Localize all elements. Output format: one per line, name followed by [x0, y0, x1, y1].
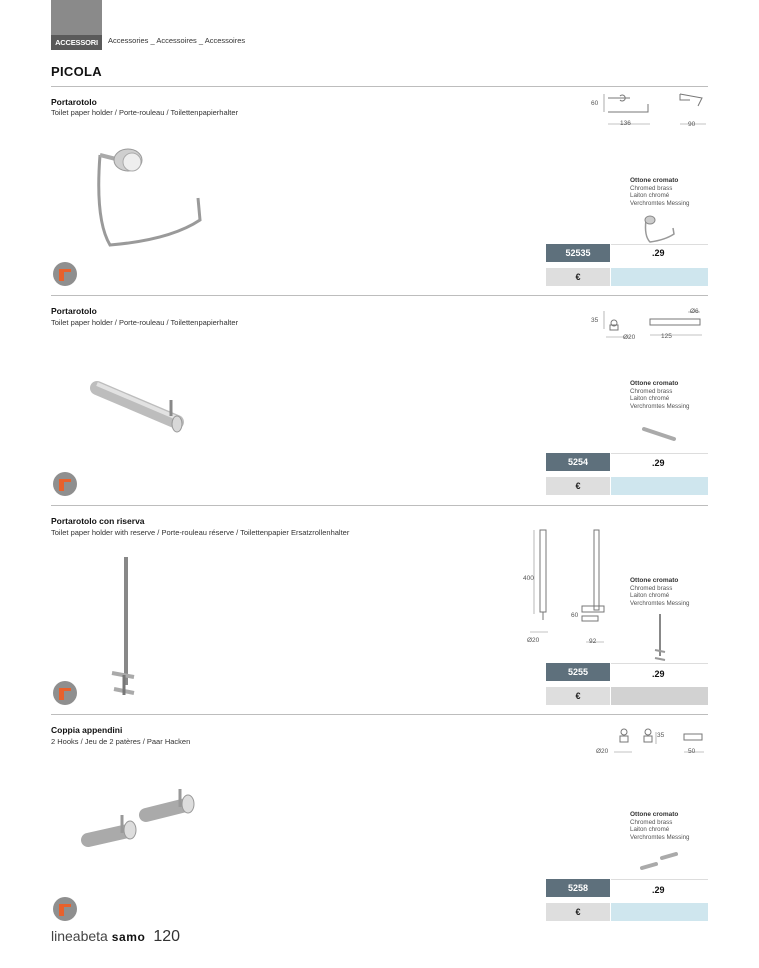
finish-code: .29 — [652, 458, 665, 468]
product-name: Portarotolo — [51, 97, 97, 107]
product-description: Toilet paper holder with reserve / Porte-rouleau réserve / Toilettenpapier Ersatzrollenhalter — [51, 528, 350, 537]
dimension-label: Ø20 — [596, 748, 609, 755]
page-title: PICOLA — [51, 64, 102, 79]
divider — [51, 505, 708, 506]
price-label: € — [546, 903, 610, 921]
product-code: 5254 — [546, 453, 610, 471]
finish-info — [630, 380, 690, 410]
product-description: Toilet paper holder / Porte-rouleau / Toilettenpapierhalter — [51, 108, 239, 117]
price-label: € — [546, 268, 610, 286]
product-code: 52535 — [546, 244, 610, 262]
dimension-label: 125 — [661, 333, 672, 340]
divider — [51, 86, 708, 87]
dimension-label: 50 — [688, 748, 696, 755]
dimension-drawing — [520, 528, 620, 648]
wall-mount-icon — [53, 897, 77, 921]
price-cell — [611, 903, 708, 921]
price-label: € — [546, 687, 610, 705]
dimension-label: 35 — [657, 732, 665, 739]
finish-en: Chromed brass — [630, 387, 673, 395]
dimension-label: Ø20 — [623, 334, 636, 341]
product-name: Coppia appendini — [51, 725, 123, 735]
finish-title: Ottone cromato — [630, 177, 679, 184]
brand-name: samo — [111, 930, 146, 944]
price-cell — [611, 477, 708, 495]
toilet-paper-holder-image — [80, 130, 220, 260]
product-description: 2 Hooks / Jeu de 2 patères / Paar Hacken — [51, 737, 191, 746]
breadcrumb: Accessories _ Accessoires _ Accessoires — [108, 36, 246, 45]
hooks-image — [80, 785, 210, 865]
wall-mount-icon — [53, 262, 77, 286]
dimension-label: Ø6 — [690, 308, 699, 315]
dimension-label: 90 — [688, 121, 696, 128]
finish-de: Verchromtes Messing — [630, 599, 690, 607]
dimension-label: Ø20 — [527, 637, 540, 644]
finish-code: .29 — [652, 885, 665, 895]
product-name: Portarotolo — [51, 306, 97, 316]
finish-info — [630, 577, 690, 607]
product-code: 5258 — [546, 879, 610, 897]
finish-title: Ottone cromato — [630, 811, 679, 818]
section-tab-label: ACCESSORI — [51, 35, 102, 50]
finish-en: Chromed brass — [630, 818, 673, 826]
dimension-label: 35 — [591, 317, 599, 324]
product-name: Portarotolo con riserva — [51, 516, 145, 526]
finish-en: Chromed brass — [630, 184, 673, 192]
reserve-holder-image — [100, 555, 150, 705]
finish-fr: Laiton chromé — [630, 592, 670, 599]
finish-thumbnail — [640, 214, 680, 244]
finish-title: Ottone cromato — [630, 577, 679, 584]
finish-info — [630, 177, 690, 207]
finish-fr: Laiton chromé — [630, 826, 670, 833]
dimension-label: 92 — [589, 638, 597, 645]
finish-code: .29 — [652, 669, 665, 679]
finish-de: Verchromtes Messing — [630, 833, 690, 841]
finish-thumbnail — [650, 612, 670, 664]
price-cell — [611, 268, 708, 286]
price-label: € — [546, 477, 610, 495]
dimension-label: 136 — [620, 120, 631, 127]
finish-info — [630, 811, 690, 841]
footer-brand — [51, 928, 180, 946]
finish-thumbnail — [640, 848, 684, 874]
toilet-paper-holder-image — [85, 370, 195, 450]
finish-fr: Laiton chromé — [630, 192, 670, 199]
wall-mount-icon — [53, 472, 77, 496]
finish-thumbnail — [640, 425, 680, 445]
dimension-label: 60 — [571, 612, 579, 619]
finish-title: Ottone cromato — [630, 380, 679, 387]
dimension-label: 400 — [523, 575, 534, 582]
finish-de: Verchromtes Messing — [630, 402, 690, 410]
finish-code: .29 — [652, 248, 665, 258]
dimension-label: 60 — [591, 100, 599, 107]
wall-mount-icon — [53, 681, 77, 705]
product-code: 5255 — [546, 663, 610, 681]
finish-de: Verchromtes Messing — [630, 199, 690, 207]
brand-prefix: lineabeta — [51, 928, 108, 944]
finish-en: Chromed brass — [630, 584, 673, 592]
price-cell — [611, 687, 708, 705]
divider — [51, 714, 708, 715]
divider — [51, 295, 708, 296]
finish-fr: Laiton chromé — [630, 395, 670, 402]
product-description: Toilet paper holder / Porte-rouleau / Toilettenpapierhalter — [51, 318, 239, 327]
page-number: 120 — [153, 928, 181, 945]
